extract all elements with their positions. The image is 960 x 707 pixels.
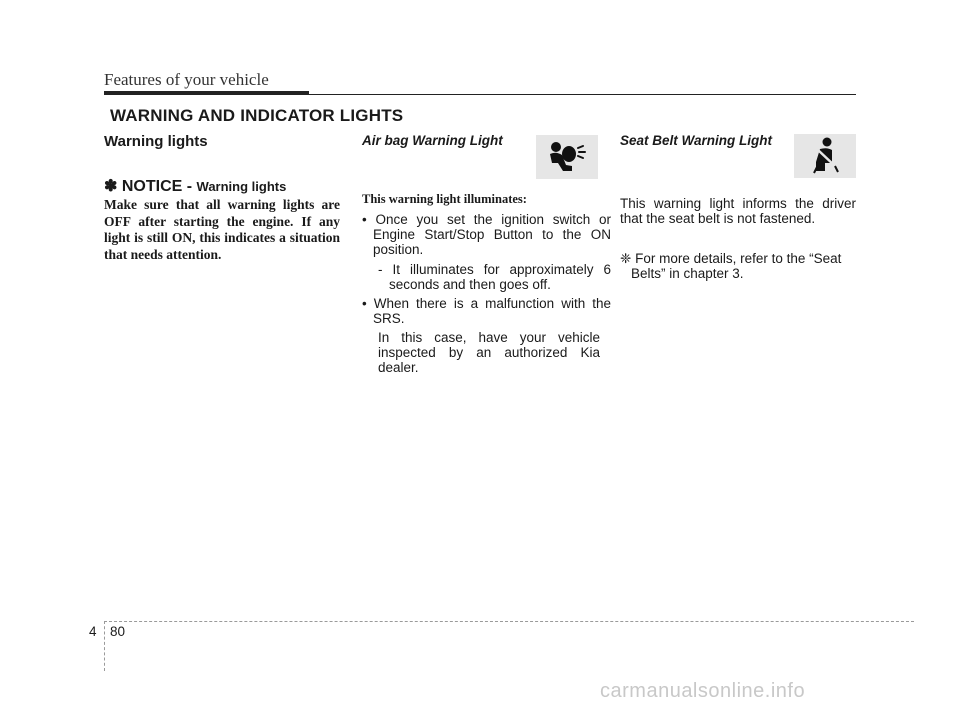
note-symbol-icon: ❈ <box>620 251 632 266</box>
airbag-warning-icon <box>536 135 598 179</box>
running-header: Features of your vehicle <box>104 70 269 89</box>
airbag-heading: Air bag Warning Light <box>362 133 503 148</box>
airbag-bullet-2: • When there is a malfunction with the SRS. <box>362 296 611 326</box>
seatbelt-heading: Seat Belt Warning Light <box>620 133 773 148</box>
seatbelt-body: This warning light informs the driver that the seat belt is not fastened. <box>620 196 856 226</box>
warning-lights-heading: Warning lights <box>104 133 208 150</box>
bullet-icon: • <box>362 296 374 311</box>
airbag-subitem-1: - It illuminates for approximately 6 seconds and then goes off. <box>378 262 611 292</box>
notice-label: NOTICE - <box>121 178 197 195</box>
header-rule-thin <box>104 94 856 95</box>
airbag-intro: This warning light illuminates: <box>362 192 527 206</box>
page-number: 80 <box>110 624 126 639</box>
watermark: carmanualsonline.info <box>600 680 806 702</box>
notice-subtitle: Warning lights <box>196 179 287 194</box>
notice-star-icon: ✽ <box>104 178 118 195</box>
chapter-number: 4 <box>89 624 97 639</box>
airbag-bullet-1: • Once you set the ignition switch or Engine Start/Stop Button to the ON position. <box>362 212 611 257</box>
footer-divider <box>104 621 105 671</box>
bullet-icon: • <box>362 212 376 227</box>
seatbelt-warning-icon <box>794 134 856 178</box>
seatbelt-note: ❈ For more details, refer to the “Seat Belts” in chapter 3. <box>620 251 842 281</box>
notice-body: Make sure that all warning lights are OFF after starting the engine. If any light is still ON, this indicates a situation that needs attention. <box>104 197 340 262</box>
footer-rule <box>104 621 914 622</box>
notice-heading <box>104 176 286 196</box>
section-title: WARNING AND INDICATOR LIGHTS <box>110 106 404 125</box>
airbag-subitem-2: In this case, have your vehicle inspected by an authorized Kia dealer. <box>378 330 600 375</box>
